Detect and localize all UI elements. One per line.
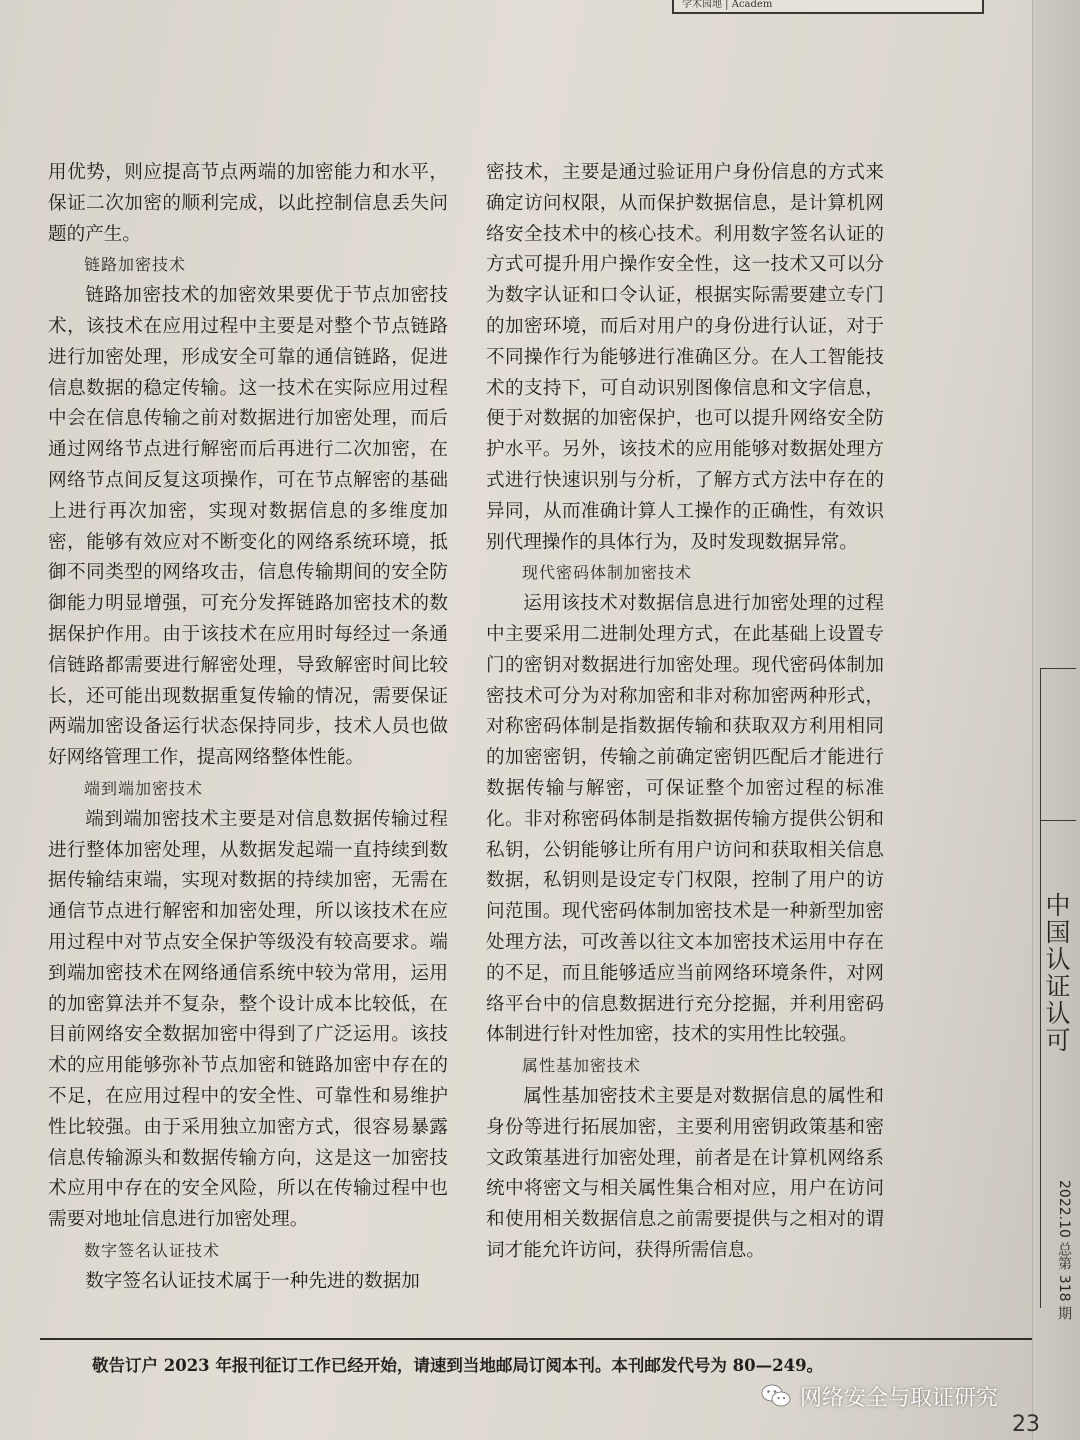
left-column	[48, 158, 448, 1297]
right-column	[486, 158, 884, 1267]
paragraph: 密技术，主要是通过验证用户身份信息的方式来确定访问权限，从而保护数据信息，是计算机网络安全技术中的核心技术。利用数字签名认证的方式可提升用户操作安全性，这一技术又可以分为数字认证和口令认证，根据实际需要建立专门的加密环境，而后对用户的身份进行认证，对于不同操作行为能够进行准确区分。在人工智能技术的支持下，可自动识别图像信息和文字信息，便于对数据的加密保护，也可以提升网络安全防护水平。另外，该技术的应用能够对数据处理方式进行快速识别与分析，了解方式方法中存在的异同，从而准确计算人工操作的正确性，有效识别代理操作的具体行为，及时发现数据异常。	[486, 162, 884, 553]
section-heading-end-to-end: 端到端加密技术	[84, 778, 204, 798]
paragraph: 用优势，则应提高节点两端的加密能力和水平，保证二次加密的顺利完成，以此控制信息丢失问题的产生。	[48, 162, 448, 245]
section-heading-attribute-based: 属性基加密技术	[522, 1056, 642, 1076]
paragraph: 运用该技术对数据信息进行加密处理的过程中主要采用二进制处理方式，在此基础上设置专门的密钥对数据进行加密处理。现代密码体制加密技术可分为对称加密和非对称加密两种形式，对称密码体制是指数据传输和获取双方利用相同的加密密钥，传输之前确定密钥匹配后才能进行数据传输与解密，可保证整个加密过程的标准化。非对称密码体制是指数据传输方提供公钥和私钥，公钥能够让所有用户访问和获取相关信息数据，私钥则是设定专门权限，控制了用户的访问范围。现代密码体制加密技术是一种新型加密处理方法，可改善以往文本加密技术运用中存在的不足，而且能够适应当前网络环境条件，对网络平台中的信息数据进行充分挖掘，并利用密码体制进行针对性加密，技术的实用性比较强。	[486, 593, 884, 1046]
magazine-name: 中国认证认可	[1042, 892, 1071, 1054]
wechat-icon	[760, 1382, 792, 1410]
side-divider	[1040, 668, 1076, 669]
section-heading-link-encryption: 链路加密技术	[84, 255, 187, 275]
section-tab: 学术园地 | Academ	[672, 0, 984, 14]
side-divider	[1040, 820, 1076, 821]
page-number: 23	[1012, 1412, 1040, 1437]
issue-number: 2022.10 总第 318 期	[1056, 1180, 1072, 1320]
section-heading-modern-cryptography: 现代密码体制加密技术	[522, 563, 693, 583]
paragraph: 端到端加密技术主要是对信息数据传输过程进行整体加密处理，从数据发起端一直持续到数据传输结束端，实现对数据的持续加密，无需在通信节点进行解密和加密处理，所以该技术在应用过程中对节点安全保护等级没有较高要求。端到端加密技术在网络通信系统中较为常用，运用的加密算法并不复杂，整个设计成本比较低，在目前网络安全数据加密中得到了广泛运用。该技术的应用能够弥补节点加密和链路加密中存在的不足，在应用过程中的安全性、可靠性和易维护性比较强。由于采用独立加密方式，很容易暴露信息传输源头和数据传输方向，这是这一加密技术应用中存在的安全风险，所以在传输过程中也需要对地址信息进行加密处理。	[48, 808, 448, 1231]
paragraph: 属性基加密技术主要是对数据信息的属性和身份等进行拓展加密，主要利用密钥政策基和密文政策基进行加密处理，前者是在计算机网络系统中将密文与相关属性集合相对应，用户在访问和使用相关数据信息之前需要提供与之相对的谓词才能允许访问，获得所需信息。	[486, 1085, 884, 1261]
subscription-notice: 敬告订户 2023 年报刊征订工作已经开始，请速到当地邮局订阅本刊。本刊邮发代号为 80—249。	[92, 1356, 824, 1375]
paragraph: 链路加密技术的加密效果要优于节点加密技术，该技术在应用过程中主要是对整个节点链路进行加密处理，形成安全可靠的通信链路，促进信息数据的稳定传输。这一技术在实际应用过程中会在信息传输之前对数据进行加密处理，而后通过网络节点进行解密而后再进行二次加密，在网络节点间反复这项操作，可在节点解密的基础上进行再次加密，实现对数据信息的多维度加密，能够有效应对不断变化的网络系统环境，抵御不同类型的网络攻击，信息传输期间的安全防御能力明显增强，可充分发挥链路加密技术的数据保护作用。由于该技术在应用时每经过一条通信链路都需要进行解密处理，导致解密时间比较长，还可能出现数据重复传输的情况，需要保证两端加密设备运行状态保持同步，技术人员也做好网络管理工作，提高网络整体性能。	[48, 285, 448, 769]
wechat-watermark	[760, 1378, 998, 1414]
footer-rule	[40, 1338, 1032, 1340]
watermark-text: 网络安全与取证研究	[800, 1385, 999, 1411]
paragraph: 数字签名认证技术属于一种先进的数据加	[85, 1270, 420, 1292]
section-heading-digital-signature: 数字签名认证技术	[84, 1240, 221, 1260]
